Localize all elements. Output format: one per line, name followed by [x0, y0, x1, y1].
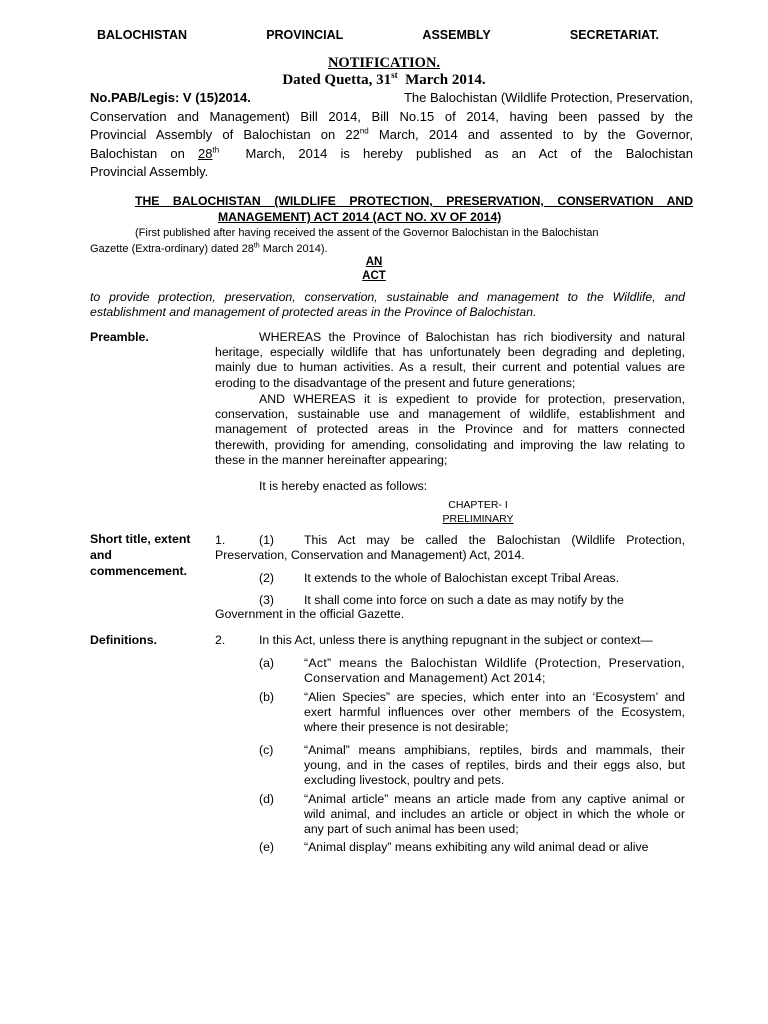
- section-1-1-line-1: This Act may be called the Balochistan (Wildlife Protection,: [304, 533, 685, 547]
- clause-d-text: “Animal article” means an article made from any captive animal or wild animal, and includes an article or object in which the whole or any part of such animal has been used;: [304, 792, 685, 837]
- section-1-3-line-2: Government in the official Gazette.: [215, 607, 405, 621]
- section-2-sidenote: Definitions.: [90, 633, 157, 647]
- clause-c-text: “Animal” means amphibians, reptiles, birds and mammals, their young, and in the cases of reptiles, birds and their eggs also, but excluding livestock, poultry and pets.: [304, 743, 685, 788]
- section-1-2-text: It extends to the whole of Balochistan except Tribal Areas.: [304, 571, 620, 585]
- preamble-paragraph-2: AND WHEREAS it is expedient to provide for protection, preservation, conservation, sustainable use and management of wildlife, establishment and management of protected areas in the Province and for matters connected therewith, providing for amending, consolidating and improving the law relating to these in the manner hereinafter appearing;: [215, 392, 685, 467]
- enacting-clause: It is hereby enacted as follows:: [259, 479, 428, 493]
- clause-b-text: “Alien Species” are species, which enter into an ‘Ecosystem’ and exert harmful influences over other members of the Ecosystem, where their presence is not desirable;: [304, 690, 685, 735]
- act-heading: ACT: [362, 270, 386, 282]
- publication-note-2: Gazette (Extra-ordinary) dated 28th March 2014).: [90, 242, 328, 255]
- dated-line: Dated Quetta, 31st March 2014.: [282, 70, 486, 88]
- section-1-3-line-1: It shall come into force on such a date as may notify by the: [304, 593, 624, 607]
- clause-a-label: (a): [259, 656, 275, 670]
- section-2-number: 2.: [215, 633, 226, 647]
- section-1-number: 1.: [215, 533, 226, 547]
- chapter-title: CHAPTER- I: [448, 499, 508, 511]
- preamble-label: Preamble.: [90, 330, 149, 344]
- publication-note-1: (First published after having received the assent of the Governor Balochistan in the Balochistan: [135, 227, 599, 239]
- act-title-line-1: THE BALOCHISTAN (WILDLIFE PROTECTION, PRESERVATION, CONSERVATION AND: [135, 194, 693, 208]
- clause-a-text: “Act” means the Balochistan Wildlife (Protection, Preservation, Conservation and Management) Act 2014;: [304, 656, 685, 686]
- header-word-3: ASSEMBLY: [422, 28, 491, 42]
- section-1-sidenote: Short title, extent and commencement.: [90, 532, 191, 578]
- office-header: [97, 28, 659, 42]
- section-1-3-number: (3): [259, 593, 275, 607]
- section-1-1-line-2: Preservation, Conservation and Management) Act, 2014.: [215, 548, 525, 562]
- clause-b-label: (b): [259, 690, 275, 704]
- header-word-2: PROVINCIAL: [266, 28, 344, 42]
- clause-d-label: (d): [259, 792, 275, 806]
- header-word-4: SECRETARIAT.: [569, 28, 659, 42]
- long-title: to provide protection, preservation, conservation, sustainable and management to the Wildlife, and establishment and management of protected areas in the Province of Balochistan.: [90, 290, 685, 320]
- clause-e-label: (e): [259, 840, 275, 854]
- header-word-1: BALOCHISTAN: [97, 28, 188, 42]
- act-title-line-2: MANAGEMENT) ACT 2014 (ACT NO. XV OF 2014): [218, 210, 502, 224]
- clause-c-label: (c): [259, 743, 274, 757]
- notification-heading: NOTIFICATION.: [327, 55, 441, 71]
- an-heading: AN: [365, 256, 383, 268]
- section-1-2-number: (2): [259, 571, 275, 585]
- section-1-1-number: (1): [259, 533, 275, 547]
- section-2-lead: In this Act, unless there is anything repugnant in the subject or context—: [259, 633, 653, 647]
- reference-number: No.PAB/Legis: V (15)2014.: [90, 90, 251, 105]
- clause-e-text: “Animal display” means exhibiting any wild animal dead or alive: [304, 840, 649, 854]
- intro-paragraph: No.PAB/Legis: V (15)2014. The Balochistan (Wildlife Protection, Preservation, Conservation and Management) Bill 2014, Bill No.15 of 2014, having been passed by the Provincial Assembly of Balochistan on 22nd March, 2014 and assented to by the Governor, Balochistan on 28th March, 2014 is hereby published as an Act of the Balochistan Provincial Assembly.: [90, 90, 693, 180]
- chapter-subtitle: PRELIMINARY: [442, 513, 514, 525]
- preamble-paragraph-1: WHEREAS the Province of Balochistan has rich biodiversity and natural heritage, especially wildlife that has unfortunately been degrading and depleting, mainly due to human activities. As a result, their current and potential values are eroding to the disadvantage of the present and future generations;: [215, 330, 685, 390]
